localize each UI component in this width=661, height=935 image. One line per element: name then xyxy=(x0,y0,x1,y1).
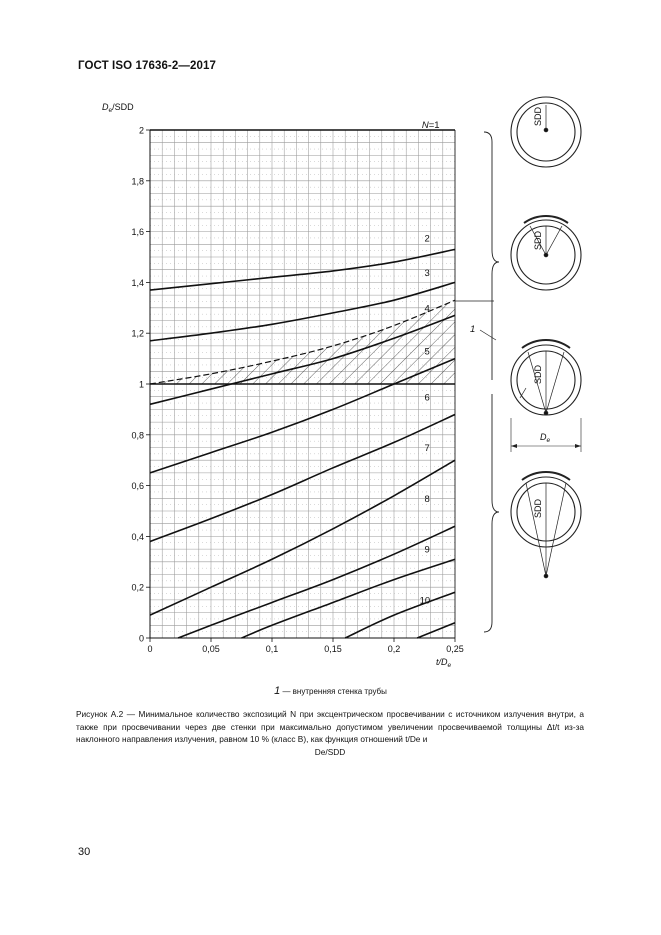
figure-caption xyxy=(76,708,584,758)
caption-line-1: Рисунок A.2 — Минимальное количество экспозиций N при эксцентрическом просвечивании с источником излучения внутри, а также при просвечивании через две стенки при максимально допустимом увеличении просвечиваемой толщины Δt/t из-за наклонного направления излучения, равном 10 % (класс B), как функция отношений t/De и xyxy=(76,709,584,744)
y-tick-label: 1,8 xyxy=(131,176,144,187)
curve-label: 8 xyxy=(424,493,430,505)
curve-label: 10 xyxy=(419,595,431,607)
y-tick-label: 1,2 xyxy=(131,328,144,339)
curve-label: 9 xyxy=(424,544,430,556)
x-tick-label: 0,25 xyxy=(446,644,464,654)
x-tick-label: 0,15 xyxy=(324,644,342,654)
de-dimension-label: $D_e$ xyxy=(540,432,551,444)
y-tick-label: 0,6 xyxy=(131,481,144,492)
y-tick-label: 1,6 xyxy=(131,227,144,238)
source-point xyxy=(544,128,548,132)
source-point xyxy=(544,574,548,578)
y-tick-label: 0,4 xyxy=(131,531,144,542)
y-axis-label: $D_e$/SDD xyxy=(102,102,134,114)
y-tick-label: 2 xyxy=(138,125,144,136)
curve-label: 3 xyxy=(424,267,430,279)
y-tick-label: 1 xyxy=(138,379,144,390)
series-line-9 xyxy=(178,526,455,638)
source-point xyxy=(544,253,548,257)
curve-label: 5 xyxy=(424,346,430,358)
y-tick-label: 0,8 xyxy=(131,430,144,441)
y-tick-label: 1,4 xyxy=(131,277,144,288)
curve-label: 6 xyxy=(424,392,430,404)
document-header: ГОСТ ISO 17636-2—2017 xyxy=(78,60,216,72)
legend-number: 1 xyxy=(274,685,281,697)
x-tick-label: 0,1 xyxy=(265,644,279,654)
sdd-label-1: SDD xyxy=(533,106,543,126)
source-point xyxy=(544,411,548,415)
figure-legend xyxy=(0,685,661,697)
series-line-7 xyxy=(150,414,455,541)
series-line-11 xyxy=(345,592,455,638)
x-tick-label: 0,05 xyxy=(202,644,220,654)
y-tick-label: 0,2 xyxy=(131,582,144,593)
sdd-label-2: SDD xyxy=(533,230,543,250)
pipe-diagram-1 xyxy=(511,97,581,167)
curve-label: 4 xyxy=(424,303,430,315)
pipe-diagram-2 xyxy=(511,216,581,290)
brace-bracket xyxy=(455,132,499,632)
y-tick-label: 0 xyxy=(138,633,144,644)
pipe-diagram-4 xyxy=(511,472,581,578)
page-number: 30 xyxy=(78,846,91,858)
sdd-label-4: SDD xyxy=(533,498,543,518)
callout-label: 1 xyxy=(470,324,476,335)
x-axis-label: $t/D_e$ xyxy=(436,657,452,669)
x-tick-label: 0,2 xyxy=(387,644,401,654)
curve-label: N=1 xyxy=(421,120,440,131)
x-tick-label: 0 xyxy=(147,644,153,654)
curve-label: 2 xyxy=(424,233,430,245)
caption-line-2: De/SDD xyxy=(314,746,346,757)
legend-text: — внутренняя стенка трубы xyxy=(280,687,387,696)
curve-label: 7 xyxy=(424,443,430,455)
sdd-label-3: SDD xyxy=(533,364,543,384)
